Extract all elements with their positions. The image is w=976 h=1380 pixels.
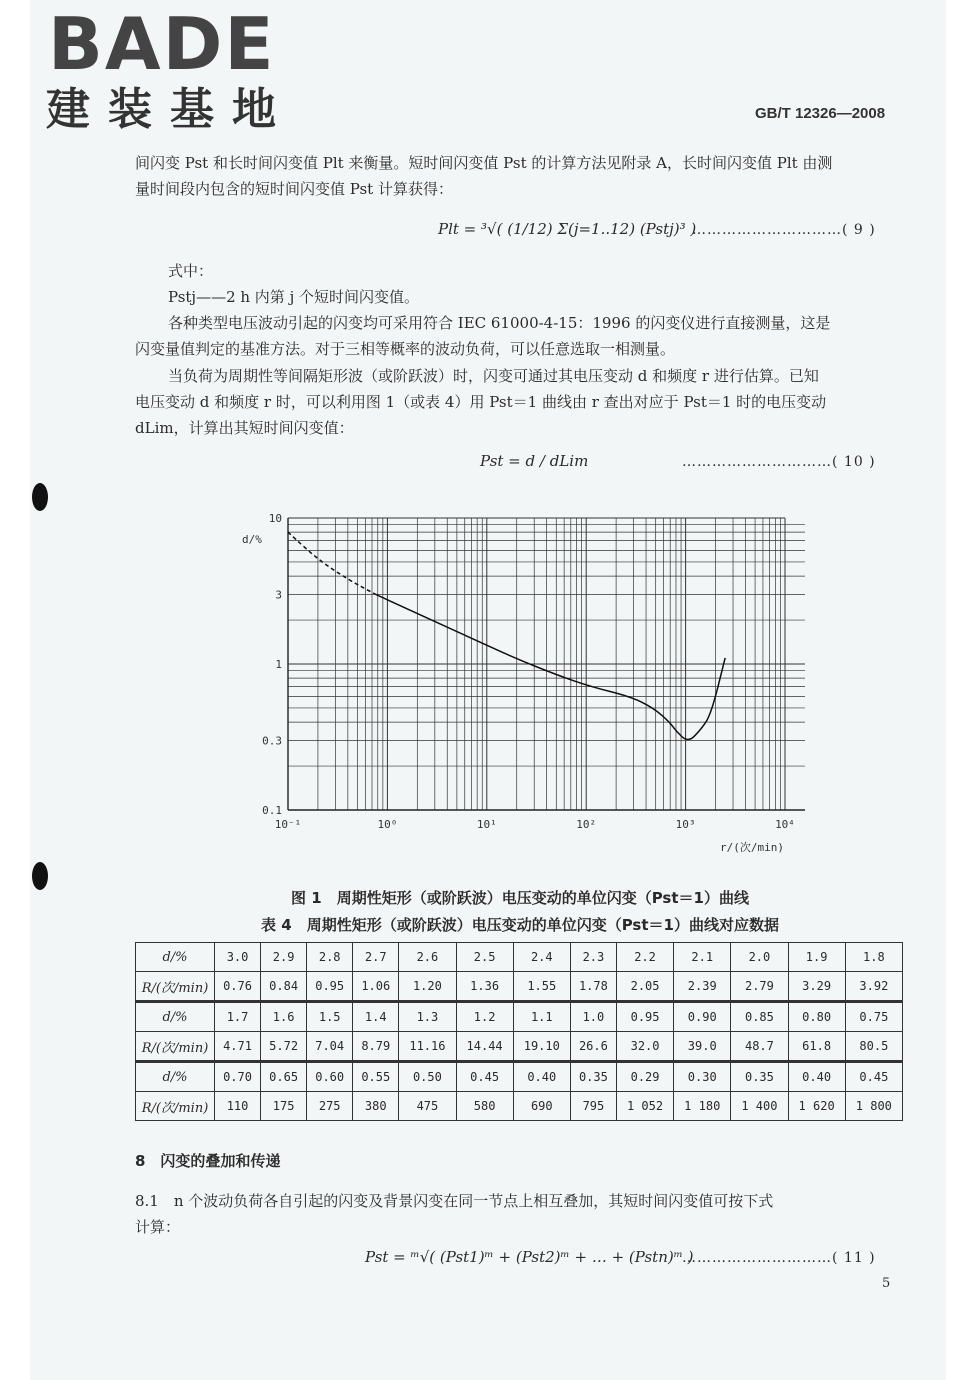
row-header: R/(次/min) [136,1032,215,1062]
table-cell: 14.44 [456,1032,513,1062]
table-cell: 0.45 [456,1062,513,1092]
s8-line2: 计算： [135,1218,181,1236]
chart-curves [288,532,725,739]
equation-10-number: …………………………( 10 ) [682,454,876,470]
table-cell: 0.55 [353,1062,399,1092]
table-cell: 2.8 [307,943,353,972]
x-tick-label: 10⁻¹ [274,818,302,831]
table-cell: 0.40 [788,1062,845,1092]
table-cell: 1.78 [570,972,616,1002]
section-heading: 8 闪变的叠加和传递 [135,1152,281,1170]
table-cell: 1.2 [456,1002,513,1032]
binder-hole-icon [32,862,48,890]
table-row [136,943,903,972]
s8-line1: 8.1 n 个波动负荷各自引起的闪变及背景闪变在同一节点上相互叠加，其短时间闪变值可按下式 [135,1192,774,1210]
table-cell: 26.6 [570,1032,616,1062]
equation-11: Pst = ᵐ√( (Pst1)ᵐ + (Pst2)ᵐ + … + (Pstn)ᵐ ) [365,1248,694,1266]
pstj-definition: Pstj——2 h 内第 j 个短时间闪变值。 [168,288,419,306]
table-cell: 1.3 [399,1002,456,1032]
table-row [136,1062,903,1092]
p1-line2: 量时间段内包含的短时间闪变值 Pst 计算获得： [135,180,453,198]
table-row [136,972,903,1002]
table-cell: 0.95 [307,972,353,1002]
table-cell: 795 [570,1092,616,1121]
y-tick-label: 10 [268,512,282,525]
table-row [136,1002,903,1032]
table-cell: 3.0 [215,943,261,972]
table-cell: 0.76 [215,972,261,1002]
binder-hole-icon [32,483,48,511]
where-label: 式中： [168,262,214,280]
logo: BADE [48,2,276,86]
x-axis-label: r/(次/min) [720,841,784,854]
y-tick-label: 0.3 [262,734,282,748]
table-cell: 1.1 [513,1002,570,1032]
table-cell: 2.79 [731,972,788,1002]
table-cell: 0.30 [674,1062,731,1092]
table-cell: 19.10 [513,1032,570,1062]
table-cell: 1.36 [456,972,513,1002]
table-cell: 11.16 [399,1032,456,1062]
table-cell: 1 800 [845,1092,902,1121]
table-cell: 0.90 [674,1002,731,1032]
table-cell: 39.0 [674,1032,731,1062]
table-cell: 3.29 [788,972,845,1002]
table-cell: 2.2 [616,943,673,972]
equation-9: Plt = ³√( (1/12) Σ(j=1..12) (Pstj)³ ) [438,220,697,238]
table-cell: 2.7 [353,943,399,972]
chart-axes [262,512,805,831]
table-cell: 0.85 [731,1002,788,1032]
row-header: R/(次/min) [136,972,215,1002]
table-cell: 0.95 [616,1002,673,1032]
flicker-curve-chart [200,505,840,860]
table-cell: 580 [456,1092,513,1121]
y-axis-label: d/% [242,533,262,546]
table-cell: 2.39 [674,972,731,1002]
section-8-paragraph [135,1188,905,1240]
table-cell: 61.8 [788,1032,845,1062]
p1-line1: 间闪变 Pst 和长时间闪变值 Plt 来衡量。短时间闪变值 Pst 的计算方法见附录 A，长时间闪变值 Plt 由测 [135,154,833,172]
table-row [136,1032,903,1062]
table-cell: 80.5 [845,1032,902,1062]
row-header: d/% [136,1062,215,1092]
equation-9-number: …………………………( 9 ) [692,222,876,238]
table-cell: 0.80 [788,1002,845,1032]
table-cell: 2.5 [456,943,513,972]
row-header: d/% [136,943,215,972]
page-number: 5 [882,1276,891,1291]
table-row [136,1092,903,1121]
y-tick-label: 1 [275,658,282,671]
chart-grid [288,518,805,810]
table-cell: 2.4 [513,943,570,972]
table-cell: 1 180 [674,1092,731,1121]
table-cell: 0.50 [399,1062,456,1092]
table-cell: 1.20 [399,972,456,1002]
table-cell: 4.71 [215,1032,261,1062]
x-tick-label: 10⁴ [775,818,795,831]
p2-line2: 闪变量值判定的基准方法。对于三相等概率的波动负荷，可以任意选取一相测量。 [135,340,676,358]
flicker-curve-series [288,532,376,594]
logo-subtitle: 建装基地 [46,84,294,135]
table-caption: 表 4 周期性矩形（或阶跃波）电压变动的单位闪变（Pst＝1）曲线对应数据 [261,916,779,934]
p3-line1: 当负荷为周期性等间隔矩形波（或阶跃波）时，闪变可通过其电压变动 d 和频度 r 进行估算。已知 [168,367,819,385]
table-cell: 2.1 [674,943,731,972]
table-cell: 2.6 [399,943,456,972]
flicker-curve-series [376,594,726,739]
table-cell: 2.3 [570,943,616,972]
table-cell: 0.45 [845,1062,902,1092]
data-table [135,942,903,1121]
table-cell: 0.84 [261,972,307,1002]
table-cell: 0.70 [215,1062,261,1092]
p3-line2: 电压变动 d 和频度 r 时，可以利用图 1（或表 4）用 Pst＝1 曲线由 r 查出对应于 Pst＝1 时的电压变动 [135,393,827,411]
table-cell: 175 [261,1092,307,1121]
y-tick-label: 0.1 [262,804,282,817]
p2-line1: 各种类型电压波动引起的闪变均可采用符合 IEC 61000-4-15：1996 的闪变仪进行直接测量，这是 [168,314,831,332]
table-cell: 0.75 [845,1002,902,1032]
x-tick-label: 10³ [675,818,696,831]
table-cell: 2.0 [731,943,788,972]
table-cell: 2.05 [616,972,673,1002]
table-cell: 380 [353,1092,399,1121]
equation-10: Pst = d / dLim [480,452,589,470]
p3-line3: dLim，计算出其短时间闪变值： [135,419,354,437]
table-cell: 0.60 [307,1062,353,1092]
table-cell: 7.04 [307,1032,353,1062]
table-cell: 32.0 [616,1032,673,1062]
y-tick-label: 3 [275,588,282,602]
table-cell: 1.7 [215,1002,261,1032]
table-cell: 0.29 [616,1062,673,1092]
table-cell: 1.55 [513,972,570,1002]
table-cell: 1.06 [353,972,399,1002]
x-tick-label: 10⁰ [377,818,398,831]
row-header: d/% [136,1002,215,1032]
table-cell: 1.4 [353,1002,399,1032]
paragraph-3 [135,363,905,441]
table-cell: 1 400 [731,1092,788,1121]
paragraph-2 [135,310,905,362]
document-page [30,0,946,1380]
table-cell: 5.72 [261,1032,307,1062]
table-cell: 48.7 [731,1032,788,1062]
table-cell: 690 [513,1092,570,1121]
table-cell: 1.8 [845,943,902,972]
table-cell: 0.35 [570,1062,616,1092]
table-cell: 1 052 [616,1092,673,1121]
table-cell: 0.65 [261,1062,307,1092]
row-header: R/(次/min) [136,1092,215,1121]
table-cell: 1 620 [788,1092,845,1121]
table-cell: 0.35 [731,1062,788,1092]
x-tick-label: 10² [576,818,597,831]
table-cell: 1.6 [261,1002,307,1032]
table-cell: 110 [215,1092,261,1121]
paragraph-1 [135,150,905,202]
x-tick-label: 10¹ [476,818,497,831]
table-cell: 1.9 [788,943,845,972]
table-cell: 1.0 [570,1002,616,1032]
figure-caption: 图 1 周期性矩形（或阶跃波）电压变动的单位闪变（Pst＝1）曲线 [291,889,749,907]
table-cell: 275 [307,1092,353,1121]
table-cell: 2.9 [261,943,307,972]
table-cell: 1.5 [307,1002,353,1032]
table-cell: 8.79 [353,1032,399,1062]
table-cell: 475 [399,1092,456,1121]
standard-number: GB/T 12326—2008 [755,105,886,122]
table-cell: 0.40 [513,1062,570,1092]
equation-11-number: …………………………( 11 ) [682,1250,876,1266]
table-cell: 3.92 [845,972,902,1002]
